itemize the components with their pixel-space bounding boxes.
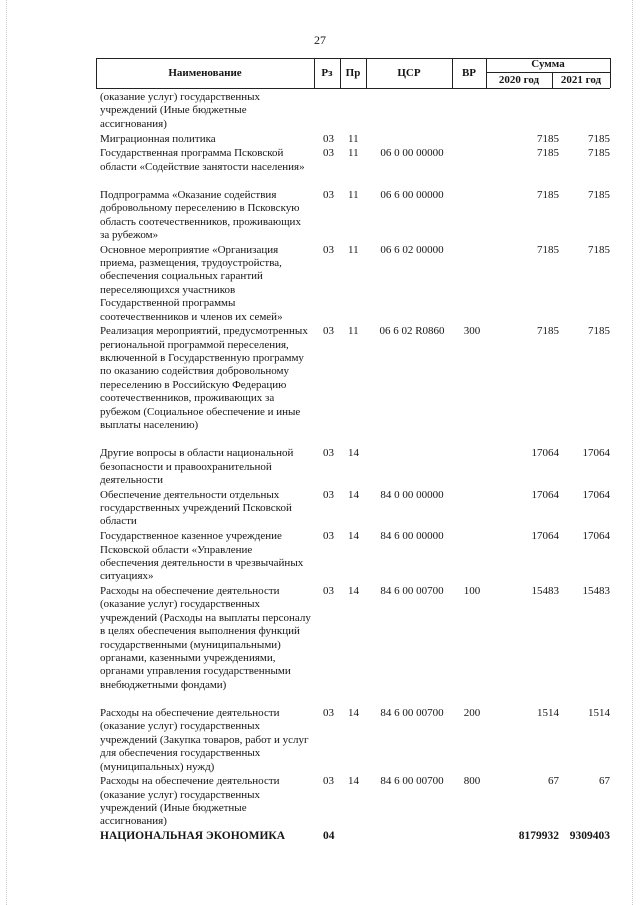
row-name: Подпрограмма «Оказание содействия добровольному переселению в Псковскую область соотечественников, проживающих за рубежом» bbox=[100, 188, 301, 241]
header-sum: Сумма bbox=[531, 58, 565, 70]
amount-2020: 7185 bbox=[537, 132, 559, 145]
expense-type-code: 200 bbox=[463, 706, 481, 719]
amount-2020: 67 bbox=[548, 775, 559, 788]
target-item-code: 84 6 00 00700 bbox=[380, 585, 444, 598]
amount-2020: 17064 bbox=[531, 488, 559, 501]
section-code: 03 bbox=[323, 488, 334, 501]
subsection-code: 11 bbox=[348, 243, 359, 256]
target-item-code: 84 6 00 00700 bbox=[380, 706, 444, 719]
subsection-code: 14 bbox=[348, 775, 359, 788]
section-code: 03 bbox=[323, 775, 334, 788]
header-pr: Пр bbox=[345, 67, 361, 79]
amount-2020: 17064 bbox=[531, 530, 559, 543]
subsection-code: 11 bbox=[348, 147, 359, 160]
table-row bbox=[0, 189, 640, 244]
header-col-line bbox=[610, 58, 611, 88]
table-row bbox=[0, 447, 640, 489]
amount-2020: 15483 bbox=[531, 585, 559, 598]
amount-2020: 8179932 bbox=[518, 830, 559, 843]
section-code: 03 bbox=[323, 585, 334, 598]
table-header bbox=[96, 58, 610, 88]
subsection-code: 11 bbox=[348, 188, 359, 201]
amount-2021: 17064 bbox=[582, 447, 610, 460]
target-item-code: 06 6 02 00000 bbox=[380, 243, 444, 256]
table-body bbox=[0, 91, 640, 845]
target-item-code: 84 6 00 00700 bbox=[380, 775, 444, 788]
section-code: 03 bbox=[323, 132, 334, 145]
row-name: Государственная программа Псковской области «Содействие занятости населения» bbox=[100, 147, 305, 173]
subsection-code: 14 bbox=[348, 706, 359, 719]
section-code: 03 bbox=[323, 188, 334, 201]
amount-2021: 7185 bbox=[588, 188, 610, 201]
amount-2021: 7185 bbox=[588, 132, 610, 145]
table-row bbox=[0, 244, 640, 326]
subsection-code: 14 bbox=[348, 585, 359, 598]
target-item-code: 06 6 00 00000 bbox=[380, 188, 444, 201]
target-item-code: 06 6 02 R0860 bbox=[379, 325, 445, 338]
amount-2021: 15483 bbox=[582, 585, 610, 598]
row-name: НАЦИОНАЛЬНАЯ ЭКОНОМИКА bbox=[100, 830, 286, 843]
header-csr: ЦСР bbox=[397, 67, 421, 79]
row-name: Основное мероприятие «Организация приема, размещения, трудоустройства, обеспечения социальных гарантий переселяющихся участников Государственной программы соотечественников и членов их семей» bbox=[100, 243, 283, 323]
header-bottom-border bbox=[96, 88, 610, 89]
subsection-code: 11 bbox=[348, 132, 359, 145]
row-name: (оказание услуг) государственных учреждений (Иные бюджетные ассигнования) bbox=[100, 91, 261, 130]
row-name: Обеспечение деятельности отдельных государственных учреждений Псковской области bbox=[100, 488, 292, 528]
expense-type-code: 100 bbox=[463, 585, 481, 598]
row-name: Другие вопросы в области национальной безопасности и правоохранительной деятельности bbox=[100, 447, 294, 486]
amount-2020: 7185 bbox=[537, 147, 559, 160]
header-rz: Рз bbox=[321, 67, 333, 79]
row-name: Расходы на обеспечение деятельности (оказание услуг) государственных учреждений (Расходы на выплаты персоналу в целях обеспечения выполнения функций государственными (муниципальными) органами, казенными учреждениями, органами управления государственными внебюджетными фондами) bbox=[100, 585, 311, 691]
target-item-code: 06 0 00 00000 bbox=[380, 147, 444, 160]
subsection-code: 14 bbox=[348, 530, 359, 543]
amount-2021: 9309403 bbox=[569, 830, 610, 843]
amount-2020: 1514 bbox=[537, 706, 559, 719]
page-number: 27 bbox=[314, 33, 326, 47]
table-row bbox=[0, 489, 640, 531]
expense-type-code: 300 bbox=[463, 325, 481, 338]
section-code: 03 bbox=[323, 147, 334, 160]
amount-2021: 1514 bbox=[588, 706, 610, 719]
section-code: 03 bbox=[323, 447, 334, 460]
section-code: 03 bbox=[323, 243, 334, 256]
section-code: 03 bbox=[323, 530, 334, 543]
table-row bbox=[0, 133, 640, 148]
row-name: Реализация мероприятий, предусмотренных региональной программой переселения, включенной в Государственную программу по оказанию содействия добровольному переселению в Российскую Федерацию соотечественников, проживающих за рубежом (Социальное обеспечение и иные выплаты населению) bbox=[100, 325, 308, 432]
amount-2020: 7185 bbox=[537, 188, 559, 201]
row-name: Миграционная политика bbox=[100, 132, 216, 145]
table-row bbox=[0, 585, 640, 707]
table-row bbox=[0, 147, 640, 189]
section-code: 03 bbox=[323, 706, 334, 719]
subsection-code: 11 bbox=[348, 325, 359, 338]
header-year-2021: 2021 год bbox=[560, 74, 602, 86]
table-row bbox=[0, 325, 640, 447]
target-item-code: 84 0 00 00000 bbox=[380, 488, 444, 501]
row-name: Расходы на обеспечение деятельности (оказание услуг) государственных учреждений (Иные бюджетные ассигнования) bbox=[100, 775, 280, 828]
header-name: Наименование bbox=[168, 67, 242, 79]
section-code: 04 bbox=[323, 830, 335, 843]
amount-2020: 7185 bbox=[537, 325, 559, 338]
header-sum-divider bbox=[486, 72, 610, 73]
table-row bbox=[0, 707, 640, 775]
amount-2020: 7185 bbox=[537, 243, 559, 256]
section-code: 03 bbox=[323, 325, 334, 338]
amount-2021: 7185 bbox=[588, 147, 610, 160]
amount-2021: 7185 bbox=[588, 325, 610, 338]
amount-2020: 17064 bbox=[531, 447, 559, 460]
subsection-code: 14 bbox=[348, 488, 359, 501]
amount-2021: 7185 bbox=[588, 243, 610, 256]
table-row bbox=[0, 830, 640, 845]
row-name: Расходы на обеспечение деятельности (оказание услуг) государственных учреждений (Закупка товаров, работ и услуг для обеспечения государственных (муниципальных) нужд) bbox=[100, 706, 309, 773]
expense-type-code: 800 bbox=[463, 775, 481, 788]
amount-2021: 17064 bbox=[582, 488, 610, 501]
subsection-code: 14 bbox=[348, 447, 359, 460]
header-year-2020: 2020 год bbox=[498, 74, 540, 86]
amount-2021: 17064 bbox=[582, 530, 610, 543]
target-item-code: 84 6 00 00000 bbox=[380, 530, 444, 543]
table-row bbox=[0, 530, 640, 585]
header-vr: ВР bbox=[461, 67, 477, 79]
table-row bbox=[0, 91, 640, 133]
table-row bbox=[0, 775, 640, 830]
row-name: Государственное казенное учреждение Псковской области «Управление обеспечения деятельности в чрезвычайных ситуациях» bbox=[100, 530, 304, 583]
amount-2021: 67 bbox=[599, 775, 610, 788]
